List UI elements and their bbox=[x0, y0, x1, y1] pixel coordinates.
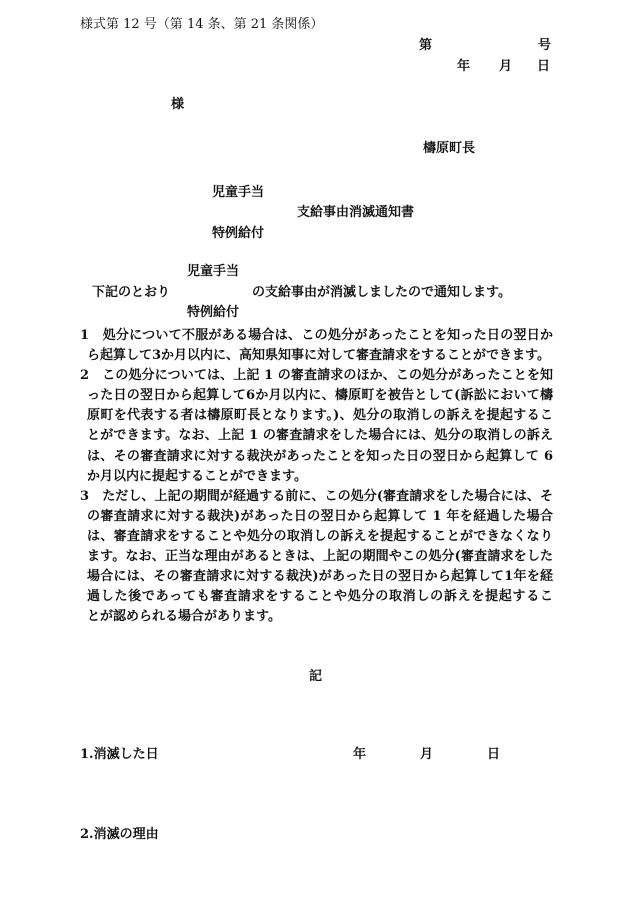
note-line: 2 この処分については、上記 1 の審査請求のほか、この処分があったことを知 bbox=[80, 368, 553, 384]
appeal-notes bbox=[0, 326, 630, 627]
note-line: 原町を代表する者は檮原町長となります。)、処分の取消しの訴えを提起するこ bbox=[87, 408, 553, 424]
note-line: 1 処分について不服がある場合は、この処分があったことを知った日の翌日か bbox=[80, 328, 553, 343]
item-extinction-reason-label: 2.消滅の理由 bbox=[80, 827, 159, 842]
title-option-special-benefit: 特例給付 bbox=[212, 226, 265, 241]
recipient-honorific: 様 bbox=[171, 97, 185, 112]
title-option-child-allowance: 児童手当 bbox=[212, 185, 265, 200]
ki-heading: 記 bbox=[309, 669, 323, 684]
intro-option-child-allowance: 児童手当 bbox=[187, 264, 240, 279]
note-line: ら起算して3か月以内に、高知県知事に対して審査請求をすることができます。 bbox=[87, 348, 551, 364]
form-number: 様式第 12 号（第 14 条、第 21 条関係） bbox=[80, 17, 324, 32]
note-line: は、その審査請求に対する裁決があったことを知った日の翌日から起算して 6 bbox=[87, 448, 553, 464]
document-title: 支給事由消滅通知書 bbox=[297, 205, 415, 220]
intro-option-special-benefit: 特例給付 bbox=[187, 305, 240, 320]
note-line: か月以内に提起することができます。 bbox=[87, 468, 307, 484]
item-extinction-date-year: 年 bbox=[353, 747, 367, 762]
intro-text-after: の支給事由が消滅しましたので通知します。 bbox=[252, 285, 511, 300]
note-1 bbox=[0, 326, 630, 366]
note-line: とが認められる場合があります。 bbox=[87, 609, 281, 625]
document-number-suffix: 号 bbox=[538, 38, 552, 53]
note-line: った日の翌日から起算して6か月以内に、檮原町を被告として(訴訟において檮 bbox=[87, 388, 553, 404]
note-line: は、審査請求をすることや処分の取消しの訴えを提起することができなくなり bbox=[87, 528, 553, 544]
note-line: ます。なお、正当な理由があるときは、上記の期間やこの処分(審査請求をした bbox=[87, 549, 553, 565]
item-extinction-date-label: 1.消滅した日 bbox=[80, 747, 159, 762]
note-line: 3 ただし、上記の期間が経過する前に、この処分(審査請求をした場合には、そ bbox=[80, 488, 553, 504]
note-3 bbox=[0, 487, 630, 628]
issue-date-day: 日 bbox=[537, 59, 551, 74]
item-extinction-date-month: 月 bbox=[420, 747, 434, 762]
document-number-prefix: 第 bbox=[419, 38, 433, 53]
issue-date-month: 月 bbox=[499, 59, 513, 74]
intro-text-before: 下記のとおり bbox=[92, 285, 171, 300]
note-line: 過した後であっても審査請求をすることや処分の取消しの訴えを提起するこ bbox=[87, 589, 553, 605]
item-extinction-date-day: 日 bbox=[487, 747, 501, 762]
note-line: 場合には、その審査請求に対する裁決)があった日の翌日から起算して1年を経 bbox=[87, 569, 553, 585]
issue-date-year: 年 bbox=[457, 59, 471, 74]
note-2 bbox=[0, 366, 630, 487]
note-line: の審査請求に対する裁決)があった日の翌日から起算して 1 年を経過した場合 bbox=[87, 508, 553, 524]
issuer-name: 檮原町長 bbox=[423, 141, 476, 156]
note-line: とができます。なお、上記 1 の審査請求をした場合には、処分の取消しの訴え bbox=[87, 428, 553, 444]
